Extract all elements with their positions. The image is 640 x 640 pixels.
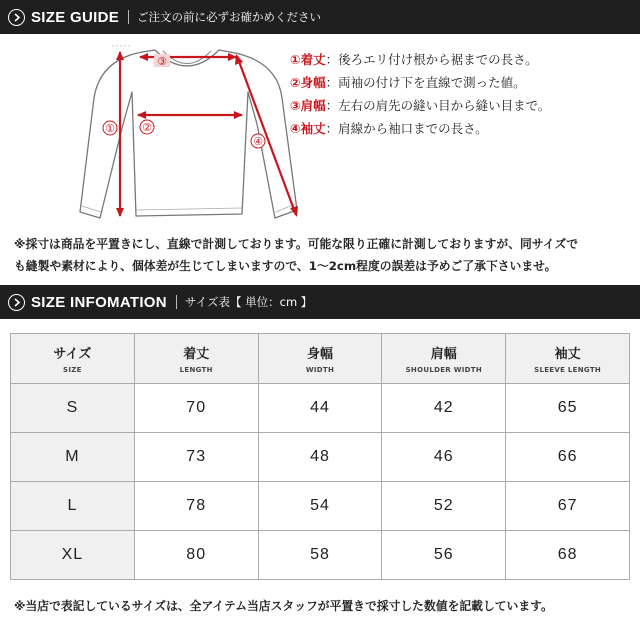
- size-info-title: SIZE INFOMATION: [31, 293, 167, 311]
- size-guide-title: SIZE GUIDE: [31, 8, 120, 26]
- table-row: [11, 384, 630, 433]
- cell-sleeve: 68: [506, 531, 630, 580]
- size-guide-subtitle: ご注文の前に必ずお確かめください: [137, 10, 322, 24]
- definition-shoulder: ③肩幅：左右の肩先の縫い目から縫い目まで。: [290, 98, 551, 113]
- definition-length: ①着丈：後ろエリ付け根から裾までの長さ。: [290, 52, 538, 67]
- cell-size: S: [11, 384, 135, 433]
- cell-shoulder: 56: [382, 531, 506, 580]
- cell-shoulder: 46: [382, 433, 506, 482]
- cell-width: 48: [258, 433, 382, 482]
- shirt-diagram: [72, 38, 302, 226]
- size-table: [10, 333, 630, 580]
- col-header-size: サイズ SIZE: [11, 334, 135, 384]
- table-row: [11, 482, 630, 531]
- table-row: [11, 433, 630, 482]
- cell-length: 70: [134, 384, 258, 433]
- cell-shoulder: 52: [382, 482, 506, 531]
- cell-width: 54: [258, 482, 382, 531]
- cell-size: XL: [11, 531, 135, 580]
- cell-sleeve: 67: [506, 482, 630, 531]
- definition-sleeve: ④袖丈：肩線から袖口までの長さ。: [290, 121, 488, 136]
- table-header-row: [11, 334, 630, 384]
- note-line-1: ※採寸は商品を平置きにし、直線で計測しております。可能な限り正確に計測しておりますが、同サイズで: [14, 237, 579, 251]
- footer-note: ※当店で表記しているサイズは、全アイテム当店スタッフが平置きで採寸した数値を記載しています。: [14, 599, 553, 613]
- cell-shoulder: 42: [382, 384, 506, 433]
- divider: [128, 10, 129, 24]
- divider: [176, 295, 177, 309]
- size-info-subtitle: サイズ表【 単位：cm 】: [184, 295, 313, 309]
- size-info-header: [0, 285, 640, 319]
- cell-width: 58: [258, 531, 382, 580]
- col-header-sleeve: 袖丈 SLEEVE LENGTH: [506, 334, 630, 384]
- marker-3: ③: [157, 55, 167, 68]
- cell-width: 44: [258, 384, 382, 433]
- cell-sleeve: 65: [506, 384, 630, 433]
- marker-4: ④: [253, 135, 263, 148]
- chevron-right-icon: [8, 9, 25, 26]
- marker-1: ①: [105, 122, 115, 135]
- note-line-2: も縫製や素材により、個体差が生じてしまいますので、1〜2cm程度の誤差は予めご了承下さいませ。: [14, 259, 557, 273]
- cell-size: M: [11, 433, 135, 482]
- size-guide-header: [0, 0, 640, 34]
- cell-length: 73: [134, 433, 258, 482]
- cell-size: L: [11, 482, 135, 531]
- table-row: [11, 531, 630, 580]
- marker-2: ②: [142, 121, 152, 134]
- measurement-note: [14, 233, 630, 277]
- col-header-shoulder: 肩幅 SHOULDER WIDTH: [382, 334, 506, 384]
- cell-length: 80: [134, 531, 258, 580]
- cell-sleeve: 66: [506, 433, 630, 482]
- definition-width: ②身幅：両袖の付け下を直線で測った値。: [290, 75, 526, 90]
- cell-length: 78: [134, 482, 258, 531]
- chevron-right-icon: [8, 294, 25, 311]
- col-header-length: 着丈 LENGTH: [134, 334, 258, 384]
- col-header-width: 身幅 WIDTH: [258, 334, 382, 384]
